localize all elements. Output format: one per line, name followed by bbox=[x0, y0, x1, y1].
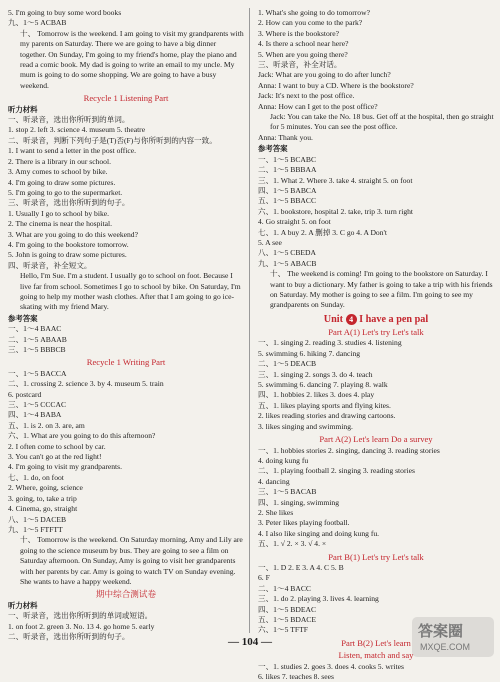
text-line: 5. swimming 6. dancing 7. playing 8. walk bbox=[258, 380, 388, 390]
section-heading: Recycle 1 Writing Part bbox=[86, 357, 166, 368]
unit-title: I have a pen pal bbox=[359, 313, 429, 325]
section-label: 听力材料 bbox=[8, 600, 38, 610]
text-line: 三、听录音，选出你所听到的句子。 bbox=[8, 198, 130, 208]
section-heading: Listen, match and say bbox=[338, 650, 414, 661]
watermark-title: 答案圈 bbox=[418, 623, 464, 640]
text-line: 一、1～5 BCABC bbox=[258, 154, 317, 164]
text-line: 4. I'm going to visit my grandparents. bbox=[8, 462, 122, 472]
text-line: 2. She likes bbox=[258, 507, 294, 517]
text-line: 一、1～5 BACCA bbox=[8, 368, 67, 378]
section-label: 参考答案 bbox=[8, 313, 38, 323]
text-line: Anna: Thank you. bbox=[258, 132, 313, 142]
text-line: 六、1. bookstore, hospital 2. take, trip 3. turn right bbox=[258, 206, 414, 216]
text-line: 4. Go straight 5. on foot bbox=[258, 217, 331, 227]
column-divider bbox=[249, 8, 250, 633]
text-line: 三、1. What 2. Where 3. take 4. straight 5. on foot bbox=[258, 175, 413, 185]
text-line: 三、1. do 2. playing 3. lives 4. learning bbox=[258, 594, 379, 604]
paragraph: Hello, I'm Sue. I'm a student. I usually go to school on foot. Because I live far from school. Sometimes I go to school by bike. On Saturday, I'm going to help my mother wash clothes. After that I am going to go ice-skating with my friend Mary. bbox=[20, 271, 241, 312]
text-line: 七、1. A buy 2. A 删掉 3. C go 4. A Don't bbox=[258, 227, 387, 237]
right-column bbox=[258, 8, 494, 682]
text-line: 二、1. playing football 2. singing 3. reading stories bbox=[258, 466, 415, 476]
section-heading: Part A(1) Let's try Let's talk bbox=[328, 327, 424, 338]
text-line: 4. I'm going to the bookstore tomorrow. bbox=[8, 239, 129, 249]
text-line: 七、1. do, on foot bbox=[8, 472, 64, 482]
text-line: 三、听录音，补全对话。 bbox=[258, 60, 342, 70]
paragraph: Jack: You can take the No. 18 bus. Get off at the hospital, then go straight for 5 minutes. You can see the post office. bbox=[270, 112, 494, 132]
section-heading: Part B(1) Let's try Let's talk bbox=[328, 551, 424, 562]
text-line: 2. How can you come to the park? bbox=[258, 18, 363, 28]
text-line: 三、1. singing 2. songs 3. do 4. teach bbox=[258, 369, 373, 379]
page-number-text: 104 bbox=[241, 636, 259, 648]
text-line: 一、1. studies 2. goes 3. does 4. cooks 5. writes bbox=[258, 661, 404, 671]
text-line: 5. When are you going there? bbox=[258, 49, 348, 59]
unit-heading bbox=[258, 314, 494, 325]
text-line: 五、1. √ 2. × 3. √ 4. × bbox=[258, 539, 327, 549]
text-line: 一、1. D 2. E 3. A 4. C 5. B bbox=[258, 562, 344, 572]
text-line: 四、听录音，补全短文。 bbox=[8, 260, 92, 270]
text-line: 5. A see bbox=[258, 237, 282, 247]
text-line: 3. Where is the bookstore? bbox=[258, 28, 340, 38]
text-line: 6. F bbox=[258, 573, 270, 583]
text-line: 二、1～4 BACC bbox=[258, 583, 311, 593]
text-line: 二、1～5 ABAAB bbox=[8, 334, 67, 344]
text-line: 2. Where, going, science bbox=[8, 483, 83, 493]
section-label: 听力材料 bbox=[8, 104, 38, 114]
text-line: 四、1～5 BDEAC bbox=[258, 604, 317, 614]
text-line: 5. I'm going to go to the supermarket. bbox=[8, 187, 123, 197]
text-line: 6. likes 7. teaches 8. sees bbox=[258, 672, 334, 682]
text-line: 3. going, to, take a trip bbox=[8, 493, 77, 503]
text-line: 五、1. likes playing sports and flying kites. bbox=[258, 400, 391, 410]
text-line: 1. Usually I go to school by bike. bbox=[8, 208, 110, 218]
text-line: Jack: It's next to the post office. bbox=[258, 91, 355, 101]
text-line: 1. What's she going to do tomorrow? bbox=[258, 8, 370, 17]
text-line: 一、听录音，选出你所听到的单词或短语。 bbox=[8, 611, 153, 621]
text-line: 五、1～5 BBACC bbox=[258, 196, 317, 206]
paragraph: 十、 Tomorrow is the weekend. On Saturday morning, Amy and Lily are going to the science museum by bus. They are going to see a film on Saturday afternoon. On Sunday, Amy is going to visit her grandparents with her parents by car. Amy is going to watch TV on Sunday evening. She wants to have a happy weekend. bbox=[20, 535, 243, 586]
section-label: 参考答案 bbox=[258, 144, 288, 154]
text-line: 二、1～5 BBBAA bbox=[258, 165, 317, 175]
text-line: 四、1～5 BABCA bbox=[258, 185, 317, 195]
text-line: 2. There is a library in our school. bbox=[8, 156, 111, 166]
text-line: 4. doing kung fu bbox=[258, 455, 309, 465]
text-line: Anna: How can I get to the post office? bbox=[258, 101, 378, 111]
text-line: 一、1～4 BAAC bbox=[8, 324, 62, 334]
text-line: 一、听录音，选出你所听到的单词。 bbox=[8, 115, 130, 125]
left-column bbox=[8, 8, 244, 642]
text-line: 九、1～5 FTFTT bbox=[8, 524, 63, 534]
text-line: 二、听录音，判断下列句子是(T)否(F)与你所听到的内容一致。 bbox=[8, 135, 217, 145]
text-line: 四、1. singing, swimming bbox=[258, 497, 340, 507]
text-line: 4. Cinema, go, straight bbox=[8, 504, 78, 514]
text-line: 1. on foot 2. green 3. No. 13 4. go home 5. early bbox=[8, 621, 155, 631]
text-line: 四、1. hobbies 2. likes 3. does 4. play bbox=[258, 390, 375, 400]
text-line: 三、1～5 BACAB bbox=[258, 487, 317, 497]
text-line: 3. likes singing and swimming. bbox=[258, 421, 353, 431]
text-line: 4. I also like singing and doing kung fu. bbox=[258, 528, 380, 538]
text-line: 3. What are you going to do this weekend? bbox=[8, 229, 138, 239]
text-line: 5. swimming 6. hiking 7. dancing bbox=[258, 348, 361, 358]
text-line: 一、1. singing 2. reading 3. studies 4. listening bbox=[258, 338, 402, 348]
text-line: 1. I want to send a letter in the post office. bbox=[8, 146, 137, 156]
section-heading: Part B(2) Let's learn bbox=[341, 637, 411, 648]
text-line: 2. The cinema is near the hospital. bbox=[8, 219, 113, 229]
text-line: 二、1～5 DEACB bbox=[258, 359, 317, 369]
text-line: 二、听录音，选出你所听到的句子。 bbox=[8, 631, 130, 641]
watermark-url: MXQE.COM bbox=[420, 642, 471, 652]
text-line: 5. John is going to draw some pictures. bbox=[8, 250, 127, 260]
page-number: — 104 — bbox=[228, 636, 272, 648]
text-line: 一、1. hobbies stories 2. singing, dancing 3. reading stories bbox=[258, 445, 440, 455]
text-line: 三、1～5 CCCAC bbox=[8, 400, 67, 410]
text-line: Anna: I want to buy a CD. Where is the bookstore? bbox=[258, 80, 414, 90]
text-line: 六、1～5 TFTF bbox=[258, 625, 308, 635]
text-line: 五、1. is 2. on 3. are, am bbox=[8, 420, 85, 430]
paragraph: 十、 The weekend is coming! I'm going to the bookstore on Saturday. I want to buy a dictionary. My father is going to take a trip with his friends on Saturday. My mother is going to see a film. I'm going to see my grandparents on Sunday. bbox=[270, 269, 493, 310]
text-line: 八、1～5 CBEDA bbox=[258, 248, 317, 258]
text-line: 3. Amy comes to school by bike. bbox=[8, 167, 108, 177]
text-line: 2. I often come to school by car. bbox=[8, 441, 106, 451]
section-heading: 期中综合测试卷 bbox=[95, 589, 157, 600]
text-line: 6. postcard bbox=[8, 389, 42, 399]
text-line: 二、1. crossing 2. science 3. by 4. museum 5. train bbox=[8, 379, 164, 389]
text-line: 5. I'm going to buy some word books bbox=[8, 8, 122, 17]
text-line: 1. stop 2. left 3. science 4. museum 5. theatre bbox=[8, 125, 146, 135]
text-line: 3. You can't go at the red light! bbox=[8, 452, 102, 462]
unit-prefix: Unit bbox=[323, 313, 344, 325]
text-line: 4. Is there a school near here? bbox=[258, 39, 349, 49]
text-line: 八、1～5 DACEB bbox=[8, 514, 67, 524]
paragraph: 十、 Tomorrow is the weekend. I am going to visit my grandparents with my parents on Saturday. There we are going to have a big dinner together. On Sunday, I'm going to my friend's home, play the piano and read a comic book. My dad is going to write an email to my uncle. My mum is going to do some shopping. We are going to have a busy weekend. bbox=[20, 28, 244, 90]
text-line: 4. dancing bbox=[258, 476, 290, 486]
text-line: Jack: What are you going to do after lunch? bbox=[258, 70, 391, 80]
section-heading: Recycle 1 Listening Part bbox=[83, 93, 169, 104]
unit-number-badge: 4 bbox=[346, 314, 357, 325]
text-line: 九、1～5 ABACB bbox=[258, 258, 317, 268]
text-line: 2. likes reading stories and drawing cartoons. bbox=[258, 411, 396, 421]
text-line: 4. I'm going to draw some pictures. bbox=[8, 177, 116, 187]
section-heading: Part A(2) Let's learn Do a survey bbox=[319, 434, 433, 445]
text-line: 四、1～4 BABA bbox=[8, 410, 62, 420]
watermark-logo bbox=[412, 617, 494, 657]
text-line: 3. Peter likes playing football. bbox=[258, 518, 350, 528]
text-line: 九、1～5 ACBAB bbox=[8, 18, 67, 28]
text-line: 三、1～5 BBBCB bbox=[8, 345, 66, 354]
text-line: 五、1～5 BDACE bbox=[258, 615, 317, 624]
text-line: 六、1. What are you going to do this afternoon? bbox=[8, 431, 156, 441]
